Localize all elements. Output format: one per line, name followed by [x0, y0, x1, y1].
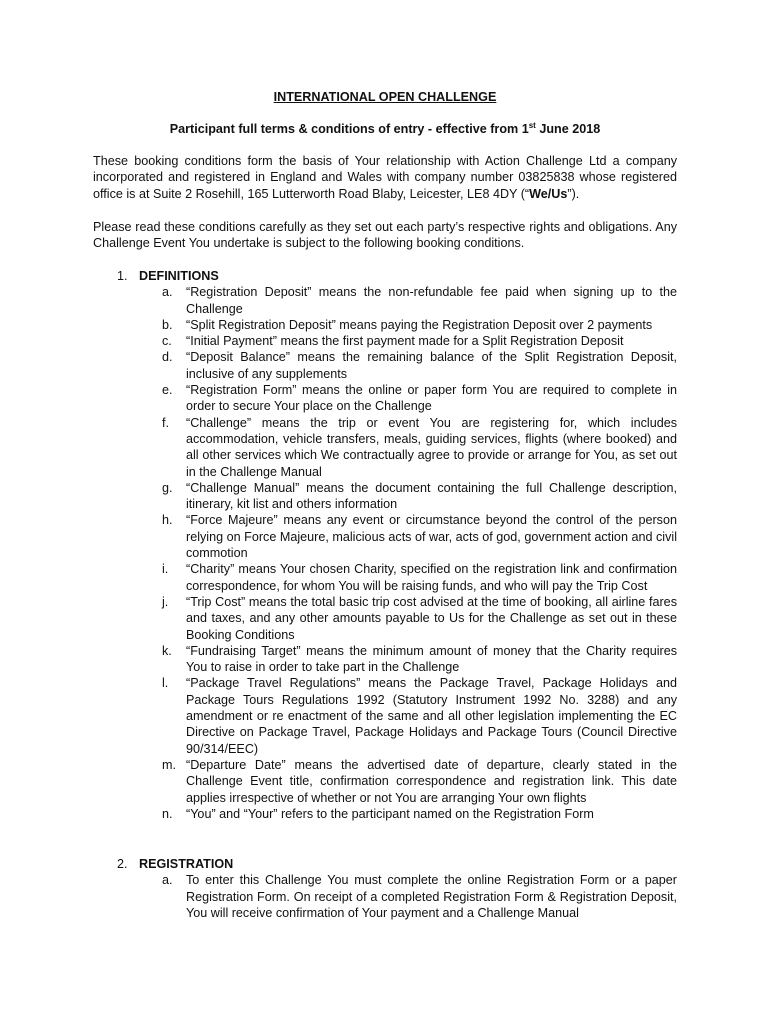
section-number: 1. [117, 269, 128, 283]
section-number: 2. [117, 857, 128, 871]
item-text: “Split Registration Deposit” means paying the Registration Deposit over 2 payments [186, 317, 653, 332]
list-item [93, 757, 677, 806]
list-item [93, 317, 677, 333]
item-text: “Package Travel Regulations” means the Package Travel, Package Holidays and Package Tours Regulations 1992 (Statutory Instrument 1992 No. 3288) and any amendment or re enactment of the same and all other legislation implementing the EC Directive on Package Travel, Package Holidays and Package Tours (Council Directive 90/314/EEC) [186, 676, 677, 756]
item-letter: m. [162, 757, 176, 772]
item-text: “Registration Form” means the online or paper form You are required to complete in order to secure Your place on the Challenge [186, 383, 677, 414]
list-item [93, 675, 677, 756]
intro-text-end: ”). [567, 186, 580, 201]
item-text: “Force Majeure” means any event or circumstance beyond the control of the person relying on Force Majeure, malicious acts of war, acts of god, government action and civil commotion [186, 513, 677, 561]
list-item [93, 382, 677, 415]
item-letter: h. [162, 513, 173, 528]
item-text: “Departure Date” means the advertised date of departure, clearly stated in the Challenge Event title, confirmation correspondence and registration link. This date applies irrespective of whether or not You are arranging Your own flights [186, 757, 677, 805]
item-letter: b. [162, 317, 173, 332]
item-letter: j. [162, 594, 169, 609]
item-letter: g. [162, 480, 173, 495]
document-title: INTERNATIONAL OPEN CHALLENGE [273, 90, 497, 104]
list-item [93, 561, 677, 594]
item-text: “Registration Deposit” means the non-refundable fee paid when signing up to the Challenge [186, 285, 677, 316]
intro-paragraph [93, 153, 677, 202]
intro-text: These booking conditions form the basis of Your relationship with Action Challenge Ltd a company incorporated and registered in England and Wales with company number 03825838 whose registered office is at Suite 2 Rosehill, 165 Lutterworth Road Blaby, Leicester, LE8 4DY (“ [93, 154, 677, 201]
item-letter: k. [162, 643, 172, 658]
list-item [93, 594, 677, 643]
section-registration [93, 856, 677, 921]
item-letter: a. [162, 285, 173, 300]
item-text: “Charity” means Your chosen Charity, specified on the registration link and confirmation correspondence, for whom You will be raising funds, and who will pay the Trip Cost [186, 562, 677, 593]
intro-bold-term: We/Us [529, 186, 568, 201]
list-item [93, 806, 677, 822]
item-text: “Challenge” means the trip or event You are registering for, which includes accommodation, vehicle transfers, meals, guiding services, flights (where booked) and all other services which We contractually agree to provide or arrange for You, as set out in the Challenge Manual [186, 415, 677, 479]
section-definitions [93, 268, 677, 822]
item-letter: l. [162, 676, 169, 691]
item-text: “You” and “Your” refers to the participant named on the Registration Form [186, 806, 594, 821]
item-letter: f. [162, 415, 169, 430]
list-item [93, 284, 677, 317]
list-item [93, 333, 677, 349]
item-text: “Fundraising Target” means the minimum amount of money that the Charity requires You to raise in order to take part in the Challenge [186, 643, 677, 675]
list-item [93, 415, 677, 480]
subtitle-suffix: June 2018 [535, 122, 601, 136]
section-heading [93, 268, 677, 284]
list-item [93, 872, 677, 921]
section-heading [93, 856, 677, 872]
item-letter: n. [162, 806, 173, 821]
list-item [93, 512, 677, 561]
item-text: “Deposit Balance” means the remaining balance of the Split Registration Deposit, inclusive of any supplements [186, 350, 677, 381]
list-item [93, 480, 677, 513]
item-letter: e. [162, 383, 173, 398]
subtitle-ordinal: st [528, 120, 536, 130]
section-title: REGISTRATION [139, 857, 234, 871]
list-item [93, 349, 677, 382]
intro-paragraph-2: Please read these conditions carefully as they set out each party’s respective rights and obligations. Any Challenge Event You undertake is subject to the following booking conditions. [93, 220, 677, 251]
item-text: To enter this Challenge You must complete the online Registration Form or a paper Registration Form. On receipt of a completed Registration Form & Registration Deposit, You will receive confirmation of Your payment and a Challenge Manual [186, 873, 677, 920]
item-text: “Trip Cost” means the total basic trip cost advised at the time of booking, all airline fares and taxes, and any other amounts payable to Us for the Challenge as set out in these Booking Conditions [186, 594, 677, 642]
subtitle-prefix: Participant full terms & conditions of entry - effective from 1 [169, 122, 529, 136]
item-text: “Challenge Manual” means the document containing the full Challenge description, itinerary, kit list and others information [186, 480, 677, 512]
item-letter: i. [162, 562, 169, 577]
item-text: “Initial Payment” means the first payment made for a Split Registration Deposit [186, 334, 624, 349]
item-letter: a. [162, 873, 173, 888]
item-letter: c. [162, 334, 172, 349]
list-item [93, 643, 677, 676]
item-letter: d. [162, 350, 173, 365]
section-title: DEFINITIONS [139, 269, 219, 283]
document-subtitle [0, 121, 770, 137]
